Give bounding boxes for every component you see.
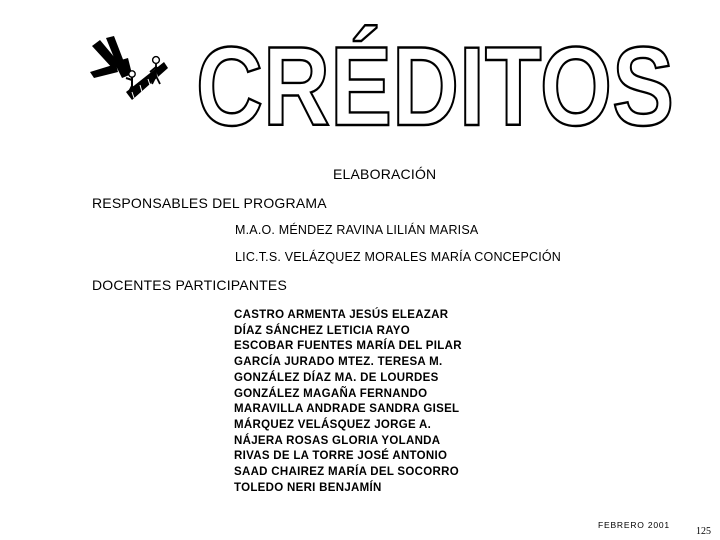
list-item: SAAD CHAIREZ MARÍA DEL SOCORRO bbox=[234, 466, 459, 479]
page-title-text: CRÉDITOS bbox=[196, 24, 674, 149]
page-title bbox=[196, 24, 696, 149]
footer-date: FEBRERO 2001 bbox=[598, 520, 670, 530]
list-item: MARAVILLA ANDRADE SANDRA GISEL bbox=[234, 403, 460, 416]
responsable-item: LIC.T.S. VELÁZQUEZ MORALES MARÍA CONCEPCIÓN bbox=[235, 250, 562, 264]
responsable-item: M.A.O. MÉNDEZ RAVINA LILIÁN MARISA bbox=[235, 223, 479, 237]
list-item: CASTRO ARMENTA JESÚS ELEAZAR bbox=[234, 309, 449, 321]
list-item: MÁRQUEZ VELÁSQUEZ JORGE A. bbox=[234, 418, 432, 431]
list-item: GARCÍA JURADO MTEZ. TERESA M. bbox=[234, 356, 443, 369]
docentes-heading: DOCENTES PARTICIPANTES bbox=[92, 277, 287, 293]
list-item: ESCOBAR FUENTES MARÍA DEL PILAR bbox=[234, 340, 462, 353]
list-item: GONZÁLEZ MAGAÑA FERNANDO bbox=[234, 387, 428, 400]
responsables-heading: RESPONSABLES DEL PROGRAMA bbox=[92, 195, 327, 211]
elaboracion-heading: ELABORACIÓN bbox=[333, 166, 437, 182]
list-item: DÍAZ SÁNCHEZ LETICIA RAYO bbox=[234, 324, 410, 337]
list-item: TOLEDO NERI BENJAMÍN bbox=[234, 481, 382, 494]
list-item: RIVAS DE LA TORRE JOSÉ ANTONIO bbox=[234, 450, 448, 463]
list-item: NÁJERA ROSAS GLORIA YOLANDA bbox=[234, 434, 441, 447]
page-number: 125 bbox=[696, 526, 711, 537]
list-item: GONZÁLEZ DÍAZ MA. DE LOURDES bbox=[234, 371, 439, 384]
docentes-list bbox=[234, 308, 462, 496]
people-climbing-stairs-icon bbox=[86, 34, 176, 106]
